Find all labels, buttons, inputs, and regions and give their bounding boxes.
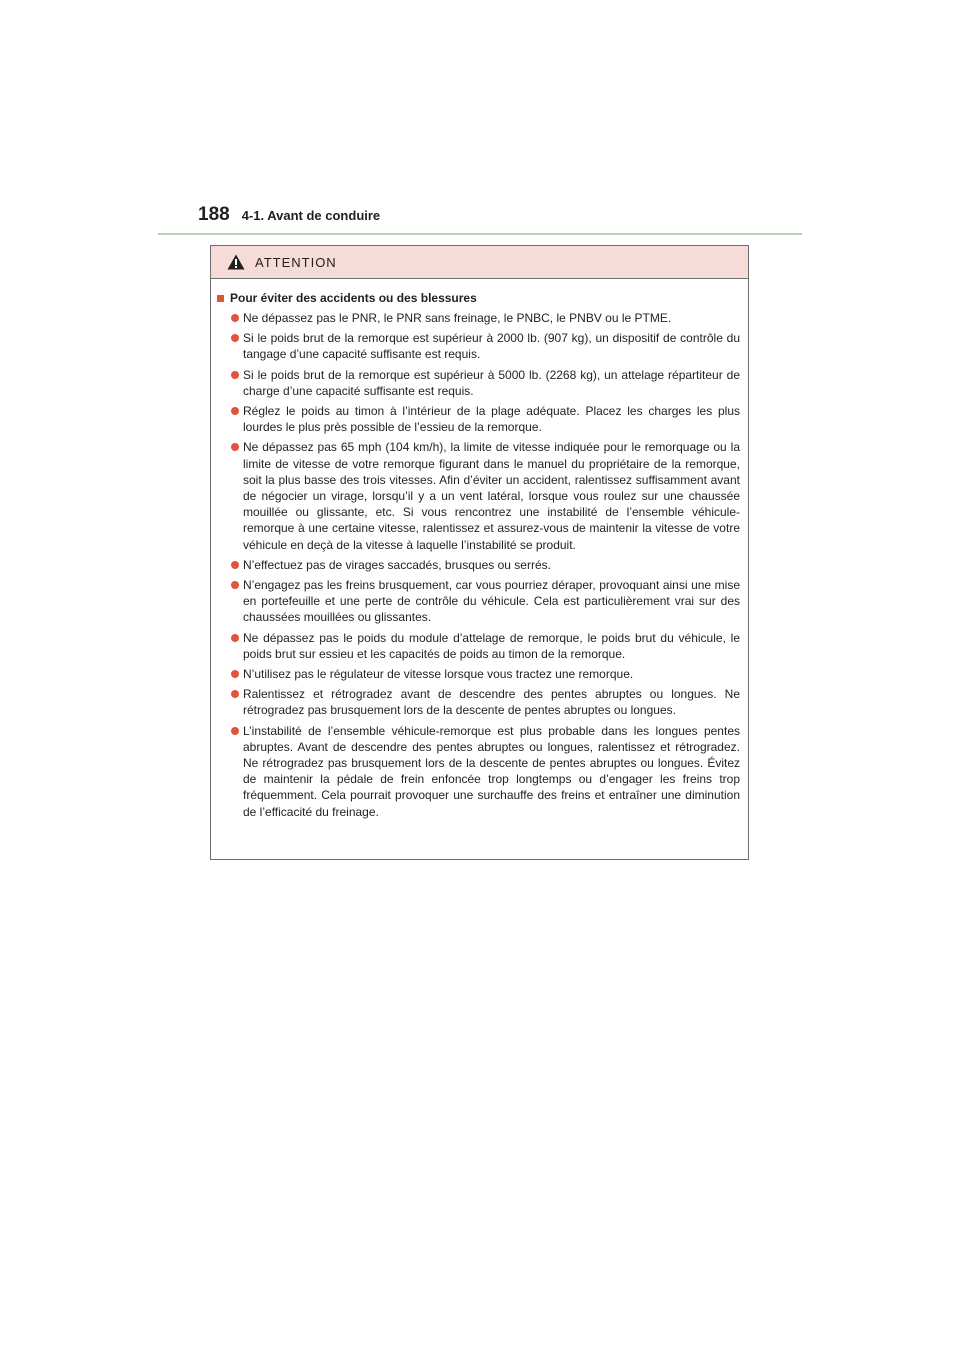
list-item-text: Réglez le poids au timon à l’intérieur de la plage adéquate. Placez les charges les plus lourdes le plus près possible de l’essieu de la remorque. <box>243 404 740 435</box>
bullet-dot-icon <box>231 561 239 569</box>
bullet-dot-icon <box>231 670 239 678</box>
warning-subheading <box>217 291 740 305</box>
page-header <box>198 204 802 234</box>
warning-box <box>210 245 749 860</box>
bullet-dot-icon <box>231 727 239 735</box>
list-item <box>217 686 740 718</box>
bullet-dot-icon <box>231 581 239 589</box>
bullet-dot-icon <box>231 690 239 698</box>
list-item <box>217 666 740 682</box>
warning-list <box>217 310 740 820</box>
list-item-text: N’engagez pas les freins brusquement, car vous pourriez déraper, provoquant ainsi une mise en portefeuille et une perte de contrôle du véhicule. Cela est particulièrement vrai sur des chaussées mouillées ou glissantes. <box>243 578 740 625</box>
bullet-dot-icon <box>231 334 239 342</box>
bullet-dot-icon <box>231 634 239 642</box>
list-item-text: N’effectuez pas de virages saccadés, brusques ou serrés. <box>243 557 551 572</box>
warning-content <box>211 279 748 820</box>
list-item <box>217 723 740 820</box>
list-item-text: Ne dépassez pas 65 mph (104 km/h), la limite de vitesse indiquée pour le remorquage ou la limite de vitesse de votre remorque figurant dans le manuel du propriétaire de la remorque, soit la plus basse des trois vitesses. Afin d’éviter un accident, ralentissez suffisamment avant de négocier un virage, lorsqu’il y a un vent latéral, lorsque vous roulez sur une chaussée mouillée ou glissante, etc. Si vous rencontrez une instabilité de l’ensemble véhicule-remorque à une certaine vitesse, ralentissez et assurez-vous de maintenir la vitesse de votre véhicule en deçà de la vitesse à laquelle l’instabilité se produit. <box>243 440 740 552</box>
list-item <box>217 367 740 399</box>
warning-header <box>211 246 748 279</box>
list-item-text: Ne dépassez pas le PNR, le PNR sans freinage, le PNBC, le PNBV ou le PTME. <box>243 311 672 325</box>
list-item-text: Si le poids brut de la remorque est supérieur à 2000 lb. (907 kg), un dispositif de contrôle du tangage d’une capacité suffisante est requis. <box>243 331 740 362</box>
list-item <box>217 403 740 435</box>
list-item <box>217 557 740 573</box>
square-bullet-icon <box>217 295 224 302</box>
list-item <box>217 439 740 552</box>
bullet-dot-icon <box>231 314 239 322</box>
warning-title: ATTENTION <box>255 254 337 270</box>
list-item-text: Ne dépassez pas le poids du module d’attelage de remorque, le poids brut du véhicule, le poids brut sur essieu et les capacités de poids au timon de la remorque. <box>243 630 740 661</box>
list-item-text: L’instabilité de l’ensemble véhicule-remorque est plus probable dans les longues pentes abruptes. Avant de descendre des pentes abruptes ou longues, ralentissez et rétrogradez. Ne rétrogradez pas brusquement lors de la descente de pentes abruptes ou longues. Évitez de maintenir la pédale de frein enfoncée trop longtemps ou d’engager les freins trop fréquemment. Cela pourrait provoquer une surchauffe des freins et entraîner une diminution de l’efficacité du freinage. <box>243 723 740 819</box>
section-title: 4-1. Avant de conduire <box>241 208 381 223</box>
bullet-dot-icon <box>231 443 239 451</box>
list-item-text: Ralentissez et rétrogradez avant de descendre des pentes abruptes ou longues. Ne rétrogradez pas brusquement lors de la descente de pentes abruptes ou longues. <box>243 687 740 718</box>
page-number: 188 <box>198 204 230 225</box>
list-item <box>217 630 740 662</box>
warning-triangle-icon <box>227 254 245 270</box>
bullet-dot-icon <box>231 407 239 415</box>
list-item <box>217 310 740 326</box>
bullet-dot-icon <box>231 371 239 379</box>
list-item <box>217 577 740 626</box>
header-rule <box>158 233 802 235</box>
warning-subheading-text: Pour éviter des accidents ou des blessures <box>230 291 477 305</box>
list-item <box>217 330 740 362</box>
list-item-text: Si le poids brut de la remorque est supérieur à 5000 lb. (2268 kg), un attelage répartiteur de charge d’une capacité suffisante est requis. <box>243 367 740 398</box>
list-item-text: N’utilisez pas le régulateur de vitesse lorsque vous tractez une remorque. <box>243 667 634 682</box>
